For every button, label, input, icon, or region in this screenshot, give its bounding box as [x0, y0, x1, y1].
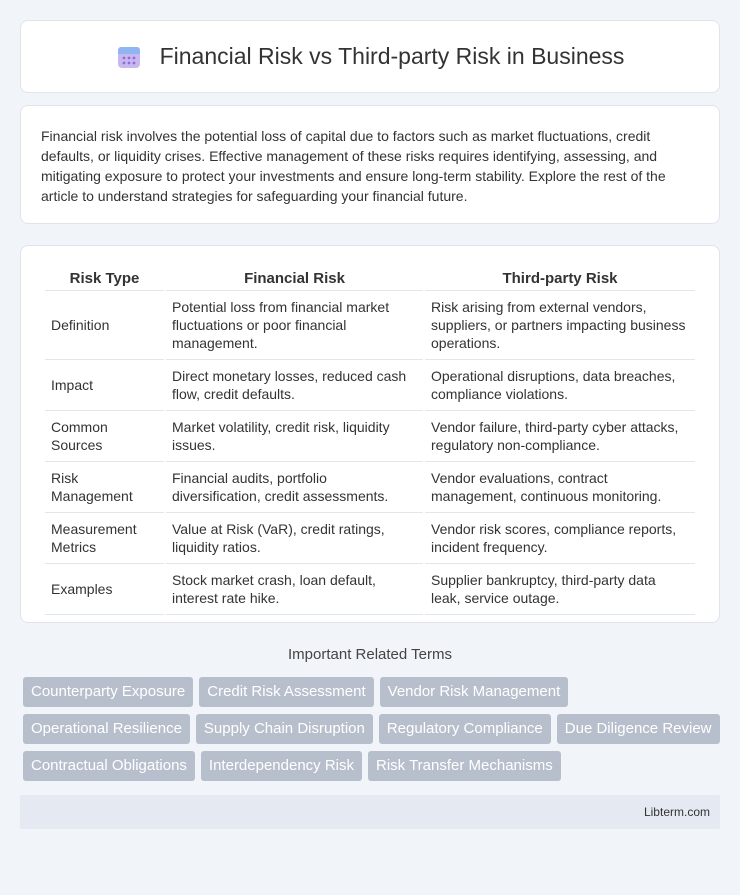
table-cell: Examples	[45, 564, 164, 615]
table-cell: Risk Management	[45, 462, 164, 513]
related-term-tag[interactable]: Supply Chain Disruption	[196, 714, 373, 744]
table-cell: Impact	[45, 360, 164, 411]
table-cell: Vendor risk scores, compliance reports, incident frequency.	[425, 513, 695, 564]
table-cell: Common Sources	[45, 411, 164, 462]
table-cell: Operational disruptions, data breaches, compliance violations.	[425, 360, 695, 411]
table-cell: Stock market crash, loan default, interest rate hike.	[166, 564, 423, 615]
related-terms-title: Important Related Terms	[288, 646, 452, 663]
page-header	[20, 20, 720, 93]
intro-section	[20, 105, 720, 224]
table-cell: Value at Risk (VaR), credit ratings, liquidity ratios.	[166, 513, 423, 564]
table-row	[45, 360, 695, 411]
related-term-tag[interactable]: Counterparty Exposure	[23, 677, 193, 707]
related-term-tag[interactable]: Contractual Obligations	[23, 751, 195, 781]
table-cell: Market volatility, credit risk, liquidity issues.	[166, 411, 423, 462]
table-cell: Potential loss from financial market fluctuations or poor financial management.	[166, 291, 423, 360]
calendar-icon	[116, 44, 142, 70]
column-header: Financial Risk	[166, 266, 423, 291]
column-header: Risk Type	[45, 266, 164, 291]
table-row	[45, 462, 695, 513]
table-cell: Risk arising from external vendors, suppliers, or partners impacting business operations.	[425, 291, 695, 360]
table-cell: Vendor failure, third-party cyber attacks, regulatory non-compliance.	[425, 411, 695, 462]
intro-text: Financial risk involves the potential loss of capital due to factors such as market fluctuations, credit defaults, or liquidity crises. Effective management of these risks requires identifying, assessing, and mitigating exposure to protect your investments and ensure long-term stability. Explore the rest of the article to understand strategies for safeguarding your financial future.	[41, 128, 666, 204]
related-term-tag[interactable]: Operational Resilience	[23, 714, 190, 744]
table-cell: Direct monetary losses, reduced cash flow, credit defaults.	[166, 360, 423, 411]
page-footer	[20, 795, 720, 829]
table-cell: Supplier bankruptcy, third-party data leak, service outage.	[425, 564, 695, 615]
related-term-tag[interactable]: Due Diligence Review	[557, 714, 720, 744]
footer-site-link[interactable]: Libterm.com	[643, 805, 710, 819]
table-header-row	[45, 266, 695, 291]
table-cell: Measurement Metrics	[45, 513, 164, 564]
related-term-tag[interactable]: Vendor Risk Management	[380, 677, 569, 707]
table-cell: Vendor evaluations, contract management, continuous monitoring.	[425, 462, 695, 513]
table-row	[45, 564, 695, 615]
column-header: Third-party Risk	[425, 266, 695, 291]
table-row	[45, 513, 695, 564]
page-title: Financial Risk vs Third-party Risk in Business	[159, 43, 625, 69]
related-term-tag[interactable]: Risk Transfer Mechanisms	[368, 751, 561, 781]
table-row	[45, 291, 695, 360]
related-term-tag[interactable]: Regulatory Compliance	[379, 714, 551, 744]
related-term-tag[interactable]: Interdependency Risk	[201, 751, 362, 781]
related-term-tag[interactable]: Credit Risk Assessment	[199, 677, 373, 707]
table-row	[45, 411, 695, 462]
table-cell: Definition	[45, 291, 164, 360]
comparison-table	[43, 266, 697, 615]
comparison-card	[20, 245, 720, 623]
related-terms-list	[23, 677, 720, 781]
table-cell: Financial audits, portfolio diversification, credit assessments.	[166, 462, 423, 513]
